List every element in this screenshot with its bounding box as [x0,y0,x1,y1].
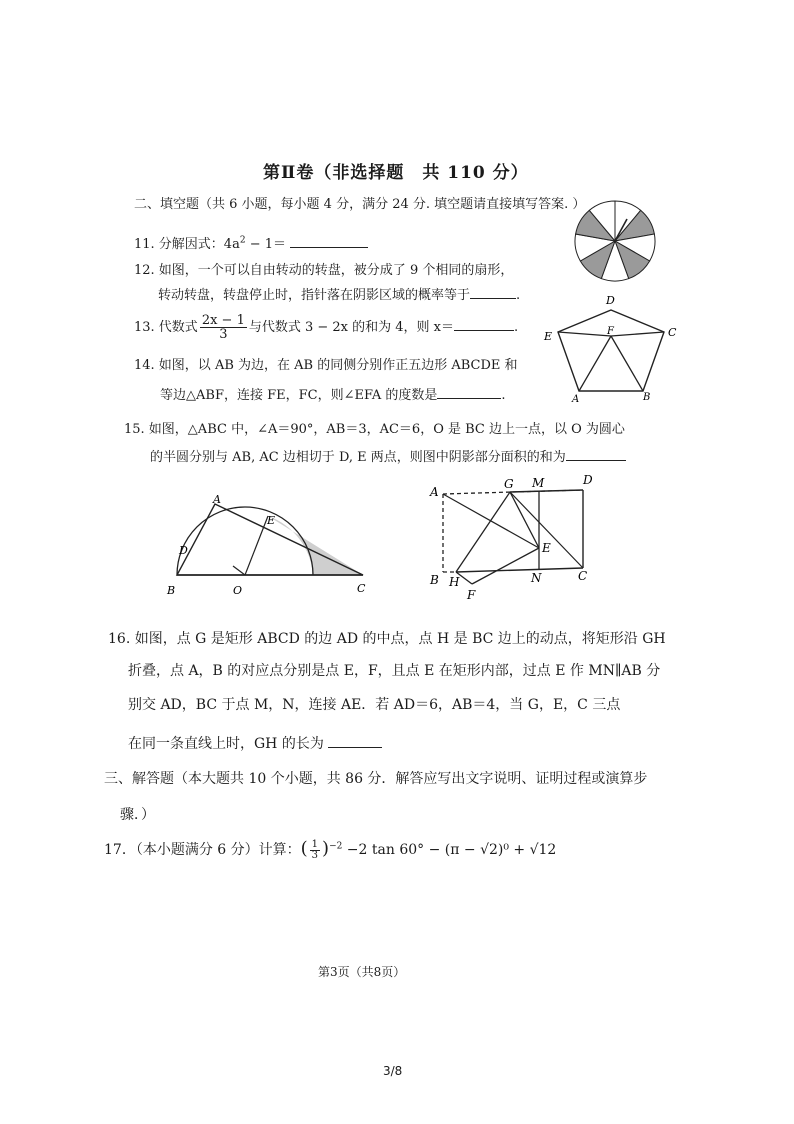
rect-label-F: F [467,588,476,602]
rect-label-G: G [504,477,514,491]
q11-label: 11. 分解因式：4a [134,237,240,252]
q13: 13. 代数式 $\frac{2x - 1}{3}$ 与代数式 3 − 2x 的和为 4，则 x＝ . [134,313,519,342]
section3-line2: 骤．） [120,807,155,823]
q16-line2: 折叠，点 A，B 的对应点分别是点 E，F，且点 E 在矩形内部，过点 E 作 MN∥AB 分 [128,663,661,679]
rect-label-D: D [583,473,593,487]
rect-label-N: N [531,571,542,585]
rect-label-E: E [542,541,551,555]
q11-blank[interactable] [290,235,368,248]
pent-label-A: A [572,394,580,403]
q13-blank[interactable] [454,318,514,331]
spinner-figure [570,196,660,286]
q16-blank[interactable] [328,735,382,748]
q16-line3: 别交 AD，BC 于点 M，N，连接 AE．若 AD＝6，AB＝4，当 G，E，C 三点 [128,697,621,713]
q17-frac-num: 1 [311,838,319,850]
section-title: 第Ⅱ卷（非选择题 共 110 分） [263,163,529,183]
q15-blank[interactable] [566,448,626,461]
tri-label-D: D [179,544,188,557]
section2-header: 二、填空题（共 6 小题，每小题 4 分，满分 24 分. 填空题请直接填写答案. ） [134,197,586,212]
tri-label-A: A [213,494,221,506]
q17-frac-den: 3 [311,849,319,861]
q13-pre: 13. 代数式 [134,320,198,335]
q14-line1: 14. 如图，以 AB 为边，在 AB 的同侧分别作正五边形 ABCDE 和 [134,358,518,373]
tri-label-E: E [267,514,276,527]
rect-label-C: C [578,569,588,583]
q13-post: 与代数式 3 − 2x 的和为 4，则 x＝ [248,320,455,335]
rect-label-M: M [532,476,545,490]
page-number: 3/8 [383,1064,403,1078]
pent-label-C: C [668,326,677,339]
tri-label-O: O [233,584,243,597]
section3-line1: 三、解答题（本大题共 10 个小题，共 86 分．解答应写出文字说明、证明过程或演算步 [104,771,648,787]
q14-blank[interactable] [437,386,501,399]
q12-blank[interactable] [470,286,516,299]
q14-line2-wrap: 等边△ABF，连接 FE，FC，则∠EFA 的度数是 . [160,388,506,403]
q14-line2: 等边△ABF，连接 FE，FC，则∠EFA 的度数是 [160,388,438,403]
q11 [134,233,368,252]
pent-label-F: F [607,326,614,337]
rectangle-fold-figure [425,470,615,605]
q12-line2-wrap: 转动转盘，转盘停止时，指针落在阴影区域的概率等于 . [158,288,521,303]
q13-frac-den: 3 [219,327,228,342]
q15-line2: 的半圆分别与 AB, AC 边相切于 D, E 两点，则图中阴影部分面积的和为 [150,450,566,465]
q16-line4: 在同一条直线上时，GH 的长为 [128,736,324,752]
q11-tail: − 1＝ [245,237,287,252]
q15-line1: 15. 如图，△ABC 中，∠A＝90°，AB＝3，AC＝6，O 是 BC 边上一点，以 O 为圆心 [124,422,625,437]
q17: 17．（本小题满分 6 分）计算：( $\frac{1}{3}$ )$^{-2}$ −2 tan 60° − (π − √2)⁰ + √12 [104,838,557,861]
q17-exp: −2 [329,841,343,852]
page-footer: 第3页（共8页） [318,965,406,979]
rect-label-A: A [430,485,439,499]
q16-line4-wrap [128,733,382,753]
q16-line1: 16. 如图，点 G 是矩形 ABCD 的边 AD 的中点，点 H 是 BC 边上的动点，将矩形沿 GH [108,631,666,647]
q11-exp: 2 [239,235,246,246]
pent-label-E: E [544,330,553,343]
pent-label-D: D [606,294,615,307]
q17-pre: 17．（本小题满分 6 分）计算： [104,842,301,858]
q15-line2-wrap [150,446,626,465]
pentagon-figure [540,288,690,403]
q12-line2: 转动转盘，转盘停止时，指针落在阴影区域的概率等于 [158,288,471,303]
q17-expr: −2 tan 60° − (π − √2)⁰ + √12 [346,842,557,858]
pent-label-B: B [643,392,651,403]
tri-label-C: C [357,582,366,595]
rect-label-H: H [449,575,460,589]
tri-label-B: B [167,584,176,597]
triangle-semicircle-figure [165,494,375,604]
q13-frac-num: 2x − 1 [201,313,245,328]
rect-label-B: B [430,573,439,587]
q17-fraction [310,840,320,861]
q12-line1: 12. 如图，一个可以自由转动的转盘，被分成了 9 个相同的扇形， [134,263,514,278]
q13-fraction [200,314,247,341]
